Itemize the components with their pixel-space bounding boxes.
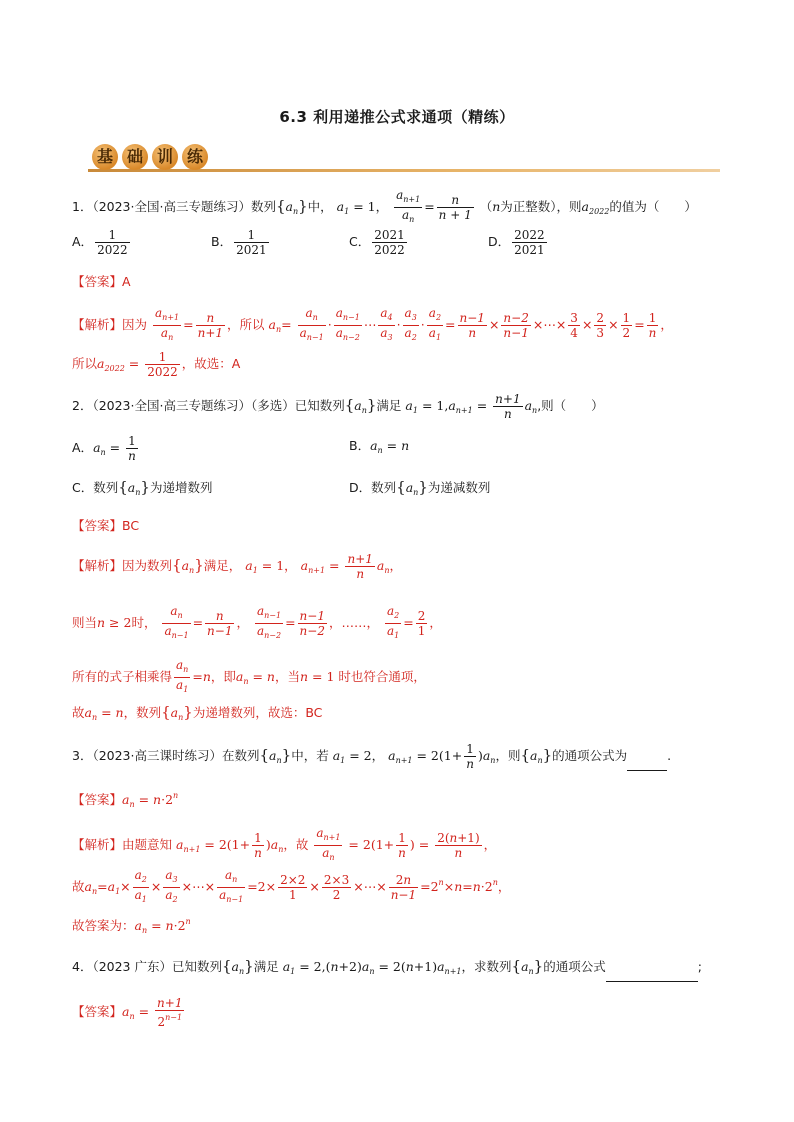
q2-analysis-line4: 故$a_n = n$，数列$\{a_n\}$为递增数列，故选：BC [72, 703, 323, 722]
q2-answer: 【答案】BC [72, 518, 140, 533]
q3-analysis: 【解析】由题意知 $a_{n+1} = 2(1+$ $\frac{1}{n}$ )$a_n$，故 $\frac{a_{n+1}}{a_n}$ = 2(1+ $\frac{1}{n}$ ) = $\frac{2(n+1)}{n}$ ， [72, 826, 497, 862]
q3-stem: 3．（2023·高三课时练习）在数列$\{a_n\}$中，若 $a_1 = 2$， $a_{n+1} = 2(1+$ $\frac{1}{n}$ )$a_n$，则$\{a_n\}$的通项公式为 . [72, 742, 672, 771]
q2-option-b: B．$a_n = n$ [349, 438, 410, 455]
q2-option-a: A．$a_n$ = $\frac{1}{n}$ [72, 434, 136, 463]
section-char: 础 [122, 144, 148, 170]
section-char: 练 [182, 144, 208, 170]
q1-analysis: 【解析】因为 $\frac{a_{n+1}}{a_n}$ = $\frac{n}{n+1}$ ，所以 $a_n=$ $\frac{a_n}{a_{n-1}}$ · $\frac{a_{n-1}}{a_{n-2}}$ ⋯ $\frac{a_4}{a_3}$ · $\frac{a_3}{a_2}$ · $\frac{a_2}{a_1}$ = $\frac{n-1}{n}$ × $\frac{n-2}{n-1}$ ×⋯× $\frac{3}{4}$ × $\frac{2}{3}$ × $\frac{1}{2}$ = $\frac{1}{n}$ ， [72, 306, 673, 342]
q2-option-c: C．数列$\{a_n\}$为递增数列 [72, 478, 213, 497]
q1-answer: 【答案】A [72, 274, 131, 289]
q1-analysis-result: 所以$a_{2022}$ = $\frac{1}{2022}$ ，故选：A [72, 350, 241, 379]
q1-stem: 1．（2023·全国·高三专题练习）数列$\{a_n\}$中， $a_1 = 1$， $\frac{a_{n+1}}{a_n}$ = $\frac{n}{n + 1}$ （n为正整数），则$a_{2022}$的值为（ ） [72, 188, 697, 224]
q4-stem: 4．（2023 广东）已知数列$\{a_n\}$满足 $a_1 = 2,(n+2)a_n = 2(n+1)a_{n+1}$，求数列$\{a_n\}$的通项公式 ; [72, 956, 702, 982]
q2-analysis-line2: 则当n ≥ 2时， $\frac{a_n}{a_{n-1}}$ = $\frac{n}{n-1}$ ， $\frac{a_{n-1}}{a_{n-2}}$ = $\frac{n-1}{n-2}$ ，……， $\frac{a_2}{a_1}$ = $\frac{2}{1}$ ， [72, 604, 442, 640]
section-char: 基 [92, 144, 118, 170]
q1-option-a: A． $\frac{1}{2022}$ [72, 228, 128, 257]
q1-option-d: D． $\frac{2022}{2021}$ [488, 228, 545, 257]
q4-answer: 【答案】$a_n$ = $\frac{n+1}{2^{n-1}}$ [72, 996, 183, 1029]
q2-analysis: 【解析】因为数列$\{a_n\}$满足， $a_1 = 1$， $a_{n+1}$ = $\frac{n+1}{n}$ $a_n$， [72, 552, 403, 581]
section-char: 训 [152, 144, 178, 170]
q3-answer: 【答案】$a_n = n\cdot 2^n$ [72, 791, 179, 809]
q3-analysis-line2: 故$a_n=a_1\times$ $\frac{a_2}{a_1}$ × $\frac{a_3}{a_2}$ ×⋯× $\frac{a_n}{a_{n-1}}$ =2× $\frac{2\times 2}{1}$ × $\frac{2\times 3}{2}$ ×⋯× $\frac{2n}{n-1}$ $=2^n\times n=n\cdot 2^n$， [72, 868, 511, 904]
q2-analysis-line3: 所有的式子相乘得 $\frac{a_n}{a_1}$ =n，即$a_n = n$，当n = 1 时也符合通项， [72, 658, 426, 694]
section-banner [92, 144, 208, 170]
q2-option-d: D．数列$\{a_n\}$为递减数列 [349, 478, 491, 497]
q2-stem: 2．（2023·全国·高三专题练习）（多选）已知数列$\{a_n\}$满足 $a_1 = 1,a_{n+1}$ = $\frac{n+1}{n}$ $a_n$,则（ ） [72, 392, 604, 421]
q1-option-c: C． $\frac{2021}{2022}$ [349, 228, 405, 257]
q1-option-b: B． $\frac{1}{2021}$ [211, 228, 267, 257]
page-title: 6.3 利用递推公式求通项（精练） [279, 108, 515, 126]
q3-analysis-line3: 故答案为：$a_n = n\cdot 2^n$ [72, 917, 191, 935]
